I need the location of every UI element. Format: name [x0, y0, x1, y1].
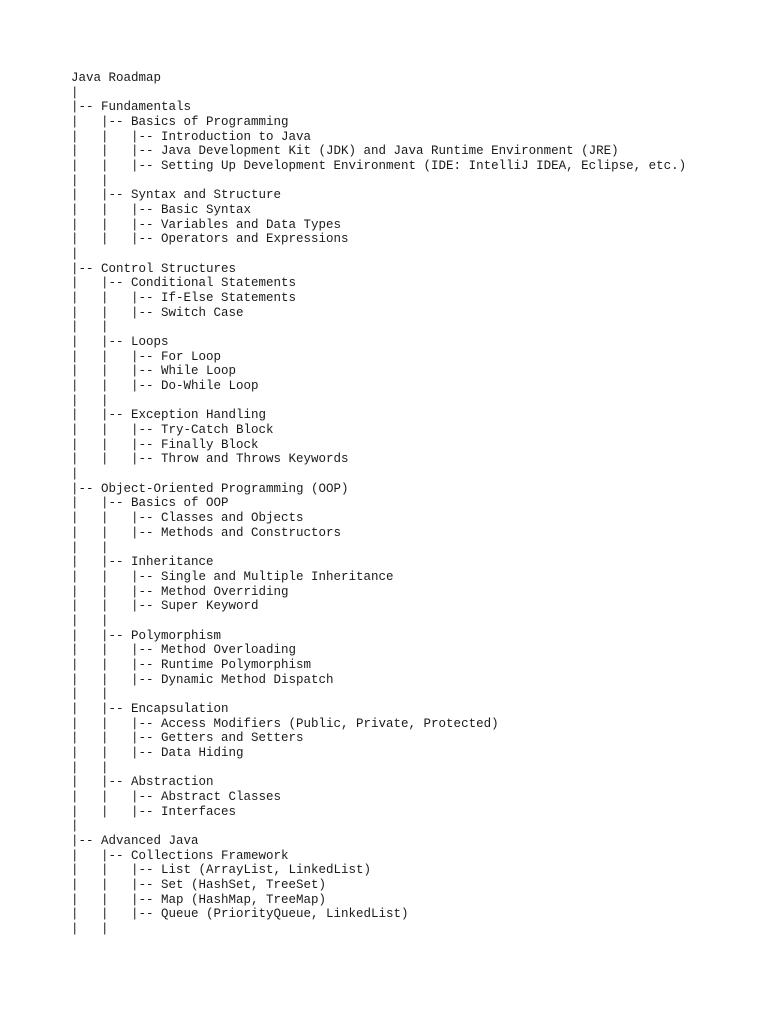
tree-line: | |: [71, 921, 109, 936]
tree-line: | |-- Conditional Statements: [71, 276, 297, 291]
tree-line: | |: [71, 613, 109, 628]
tree-line: | | |-- Throw and Throws Keywords: [71, 452, 349, 467]
tree-line: | |-- Basics of Programming: [71, 115, 289, 130]
tree-line: | | |-- For Loop: [71, 349, 222, 364]
tree-line: |-- Fundamentals: [71, 100, 192, 115]
tree-line: | | |-- Single and Multiple Inheritance: [71, 569, 394, 584]
tree-line: | | |-- Method Overloading: [71, 643, 297, 658]
tree-line: | | |-- Java Development Kit (JDK) and Java Runtime Environment (JRE): [71, 144, 619, 159]
tree-line: | |-- Polymorphism: [71, 628, 222, 643]
tree-line: | | |-- Do-While Loop: [71, 379, 259, 394]
tree-line: | | |-- Data Hiding: [71, 745, 244, 760]
tree-line: | | |-- List (ArrayList, LinkedList): [71, 863, 372, 878]
tree-line: | | |-- Operators and Expressions: [71, 232, 349, 247]
tree-line: | | |-- Switch Case: [71, 305, 244, 320]
tree-line: | | |-- While Loop: [71, 364, 237, 379]
tree-line: | |-- Abstraction: [71, 775, 214, 790]
tree-line: | | |-- Introduction to Java: [71, 129, 312, 144]
tree-line: | | |-- Variables and Data Types: [71, 217, 342, 232]
tree-line: |: [71, 467, 79, 482]
tree-line: | |: [71, 540, 109, 555]
tree-line: | | |-- Super Keyword: [71, 599, 259, 614]
tree-line: |: [71, 85, 79, 100]
tree-line: | | |-- Methods and Constructors: [71, 525, 342, 540]
tree-line: | | |-- Interfaces: [71, 804, 237, 819]
tree-line: | |-- Exception Handling: [71, 408, 267, 423]
tree-line: | |-- Basics of OOP: [71, 496, 229, 511]
tree-line: | | |-- Method Overriding: [71, 584, 289, 599]
tree-line: | |: [71, 320, 109, 335]
tree-line: | | |-- Try-Catch Block: [71, 423, 274, 438]
roadmap-tree: [71, 71, 686, 937]
tree-line: | | |-- Set (HashSet, TreeSet): [71, 877, 327, 892]
tree-line: | | |-- Basic Syntax: [71, 203, 252, 218]
tree-line: |-- Control Structures: [71, 261, 237, 276]
tree-line: | | |-- Setting Up Development Environment (IDE: IntelliJ IDEA, Eclipse, etc.): [71, 159, 687, 174]
tree-line: | | |-- Queue (PriorityQueue, LinkedList): [71, 907, 409, 922]
tree-line: | |-- Syntax and Structure: [71, 188, 282, 203]
tree-line: | | |-- Classes and Objects: [71, 511, 304, 526]
tree-line: | |-- Encapsulation: [71, 701, 229, 716]
tree-line: | | |-- Runtime Polymorphism: [71, 657, 312, 672]
tree-line: |: [71, 247, 79, 262]
tree-line: |-- Object-Oriented Programming (OOP): [71, 481, 349, 496]
tree-line: | | |-- Dynamic Method Dispatch: [71, 672, 334, 687]
tree-line: |: [71, 819, 79, 834]
tree-line: | | |-- If-Else Statements: [71, 291, 297, 306]
document-title: Java Roadmap: [71, 71, 162, 85]
tree-line: | | |-- Access Modifiers (Public, Private, Protected): [71, 716, 499, 731]
tree-line: | |: [71, 760, 109, 775]
tree-line: | | |-- Map (HashMap, TreeMap): [71, 892, 327, 907]
tree-line: | | |-- Getters and Setters: [71, 731, 304, 746]
tree-line: | |: [71, 173, 109, 188]
tree-line: | | |-- Finally Block: [71, 437, 259, 452]
tree-line: | |: [71, 393, 109, 408]
tree-line: | |-- Inheritance: [71, 555, 214, 570]
tree-line: | | |-- Abstract Classes: [71, 789, 282, 804]
tree-line: |-- Advanced Java: [71, 833, 199, 848]
tree-line: | |-- Loops: [71, 335, 169, 350]
tree-line: | |: [71, 687, 109, 702]
tree-line: | |-- Collections Framework: [71, 848, 289, 863]
